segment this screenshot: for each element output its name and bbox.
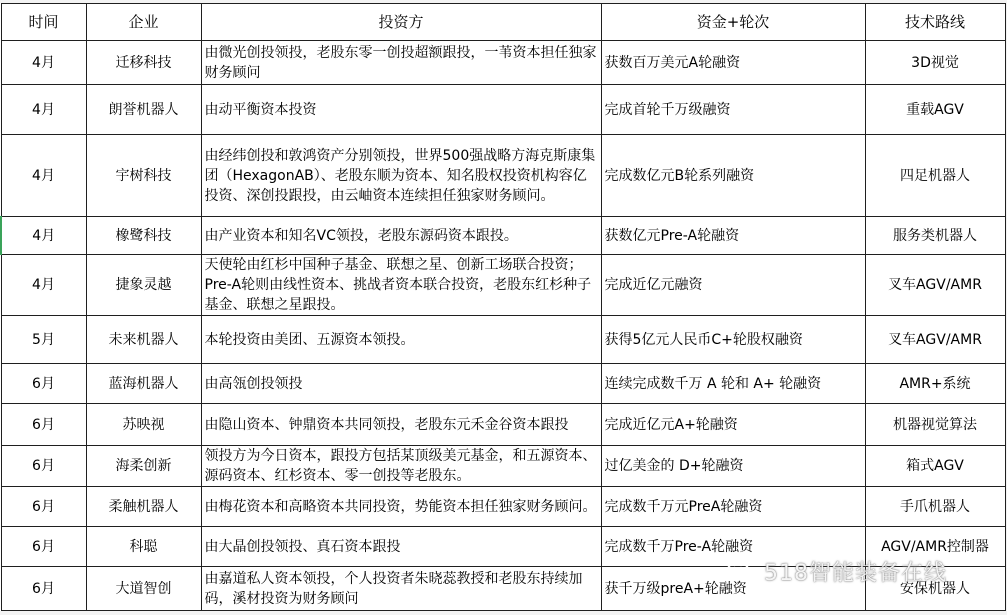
cell-company[interactable]: 海柔创新 — [86, 446, 201, 487]
header-company[interactable]: 企业 — [86, 4, 201, 41]
cell-investor[interactable]: 由微光创投领投，老股东零一创投超额跟投，一苇资本担任独家财务顾问 — [201, 41, 601, 85]
cell-company[interactable]: 橡鹭科技 — [86, 217, 201, 255]
cell-tech[interactable]: 箱式AGV — [865, 446, 1005, 487]
cell-investor[interactable]: 由产业资本和知名VC领投，老股东源码资本跟投。 — [201, 217, 601, 255]
cell-month[interactable]: 5月 — [1, 316, 86, 364]
cell-month[interactable]: 6月 — [1, 527, 86, 567]
cell-funding[interactable]: 获得5亿元人民币C+轮股权融资 — [601, 316, 865, 364]
table-row — [1, 446, 1005, 487]
cell-month[interactable]: 4月 — [1, 217, 86, 255]
cell-tech[interactable]: 叉车AGV/AMR — [865, 316, 1005, 364]
cell-company[interactable]: 柔触机器人 — [86, 487, 201, 527]
cell-funding[interactable]: 过亿美金的 D+轮融资 — [601, 446, 865, 487]
cell-investor[interactable]: 领投方为今日资本，跟投方包括某顶级美元基金，和五源资本、源码资本、红杉资本、零一创投等老股东。 — [201, 446, 601, 487]
cell-investor[interactable]: 由大晶创投领投、真石资本跟投 — [201, 527, 601, 567]
cell-investor[interactable]: 由嘉道私人资本领投，个人投资者朱晓蕊教授和老股东持续加码，溪材投资为财务顾问 — [201, 567, 601, 611]
cell-investor[interactable]: 由经纬创投和敦鸿资产分别领投，世界500强战略方海克斯康集团（HexagonAB）、老股东顺为资本、知名股权投资机构容亿投资、深创投跟投，由云岫资本连续担任独家财务顾问。 — [201, 135, 601, 217]
table-row — [1, 364, 1005, 404]
cell-funding[interactable]: 完成数千万Pre-A轮融资 — [601, 527, 865, 567]
header-row — [1, 4, 1005, 41]
cell-tech[interactable]: AMR+系统 — [865, 364, 1005, 404]
cell-funding[interactable]: 获数百万美元A轮融资 — [601, 41, 865, 85]
table-row — [1, 135, 1005, 217]
header-tech[interactable]: 技术路线 — [865, 4, 1005, 41]
cell-funding[interactable]: 完成首轮千万级融资 — [601, 85, 865, 135]
cell-tech[interactable]: 服务类机器人 — [865, 217, 1005, 255]
cell-company[interactable]: 苏映视 — [86, 404, 201, 446]
cell-funding[interactable]: 连续完成数千万 A 轮和 A+ 轮融资 — [601, 364, 865, 404]
cell-investor[interactable]: 由高瓴创投领投 — [201, 364, 601, 404]
financing-table — [0, 3, 1006, 611]
table-row — [1, 487, 1005, 527]
watermark-text: 518智能装备在线 — [764, 561, 947, 586]
cell-month[interactable]: 6月 — [1, 404, 86, 446]
cell-company[interactable]: 科聪 — [86, 527, 201, 567]
cell-month[interactable]: 6月 — [1, 567, 86, 611]
cell-funding[interactable]: 完成数亿元B轮系列融资 — [601, 135, 865, 217]
cell-month[interactable]: 6月 — [1, 487, 86, 527]
cell-investor[interactable]: 由隐山资本、钟鼎资本共同领投，老股东元禾金谷资本跟投 — [201, 404, 601, 446]
cell-company[interactable]: 大道智创 — [86, 567, 201, 611]
table-row — [1, 567, 1005, 611]
table-row — [1, 316, 1005, 364]
cell-funding[interactable]: 获千万级preA+轮融资 — [601, 567, 865, 611]
cell-tech[interactable]: 3D视觉 — [865, 41, 1005, 85]
cell-tech[interactable]: 重载AGV — [865, 85, 1005, 135]
cell-company[interactable]: 宇树科技 — [86, 135, 201, 217]
cell-tech[interactable]: 叉车AGV/AMR — [865, 255, 1005, 316]
header-month[interactable]: 时间 — [1, 4, 86, 41]
cell-company[interactable]: 蓝海机器人 — [86, 364, 201, 404]
table-row — [1, 404, 1005, 446]
cell-tech[interactable]: AGV/AMR控制器 — [865, 527, 1005, 567]
table-row — [1, 41, 1005, 85]
cell-company[interactable]: 迁移科技 — [86, 41, 201, 85]
cell-investor[interactable]: 由梅花资本和高略资本共同投资，势能资本担任独家财务顾问。 — [201, 487, 601, 527]
cell-funding[interactable]: 完成数千万元PreA轮融资 — [601, 487, 865, 527]
header-investor[interactable]: 投资方 — [201, 4, 601, 41]
cell-month[interactable]: 6月 — [1, 364, 86, 404]
cell-month[interactable]: 4月 — [1, 135, 86, 217]
cell-tech[interactable]: 安保机器人 — [865, 567, 1005, 611]
cell-tech[interactable]: 机器视觉算法 — [865, 404, 1005, 446]
cell-investor[interactable]: 由动平衡资本投资 — [201, 85, 601, 135]
header-funding[interactable]: 资金+轮次 — [601, 4, 865, 41]
table-row — [1, 217, 1005, 255]
cell-month[interactable]: 4月 — [1, 255, 86, 316]
cell-tech[interactable]: 手爪机器人 — [865, 487, 1005, 527]
cell-company[interactable]: 朗誉机器人 — [86, 85, 201, 135]
cell-investor[interactable]: 本轮投资由美团、五源资本领投。 — [201, 316, 601, 364]
cell-funding[interactable]: 完成近亿元融资 — [601, 255, 865, 316]
table-row — [1, 85, 1005, 135]
cell-company[interactable]: 未来机器人 — [86, 316, 201, 364]
cell-investor[interactable]: 天使轮由红杉中国种子基金、联想之星、创新工场联合投资；Pre-A轮则由线性资本、挑战者资本联合投资，老股东红杉种子基金、联想之星跟投。 — [201, 255, 601, 316]
cell-funding[interactable]: 完成近亿元A+轮融资 — [601, 404, 865, 446]
table-row — [1, 255, 1005, 316]
cell-month[interactable]: 4月 — [1, 85, 86, 135]
table-row — [1, 527, 1005, 567]
cell-funding[interactable]: 获数亿元Pre-A轮融资 — [601, 217, 865, 255]
cell-month[interactable]: 4月 — [1, 41, 86, 85]
cell-month[interactable]: 6月 — [1, 446, 86, 487]
cell-tech[interactable]: 四足机器人 — [865, 135, 1005, 217]
cell-company[interactable]: 捷象灵越 — [86, 255, 201, 316]
